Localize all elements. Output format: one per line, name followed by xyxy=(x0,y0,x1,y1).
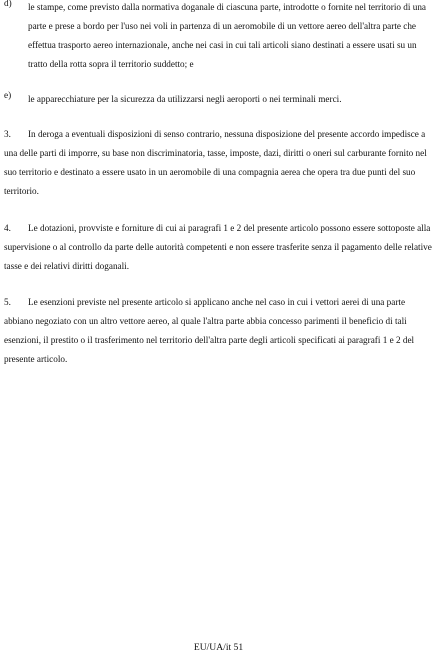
paragraph-text: In deroga a eventuali disposizioni di senso contrario, nessuna disposizione del presente accordo impedisce a una delle parti di imporre, su base non discriminatoria, tasse, imposte, dazi, diritti o oneri sul carburante fornito nel suo territorio e destinato a essere usato in un aeromobile di una compagnia aerea che opera tra due punti del suo territorio. xyxy=(4,129,427,196)
list-item-d xyxy=(4,0,434,74)
item-marker: e) xyxy=(4,90,12,100)
item-text: le apparecchiature per la sicurezza da utilizzarsi negli aeroporti o nei terminali merci. xyxy=(28,94,342,104)
item-marker: d) xyxy=(4,0,12,8)
paragraph-body xyxy=(4,293,434,369)
list-item-e xyxy=(4,90,434,109)
paragraph-text: Le esenzioni previste nel presente articolo si applicano anche nel caso in cui i vettori aerei di una parte abbiano negoziato con un altro vettore aereo, al quale l'altra parte abbia concesso parimenti il beneficio di tali esenzioni, il prestito o il trasferimento nel territorio dell'altra parte degli articoli specificati ai paragrafi 1 e 2 del presente articolo. xyxy=(4,297,415,364)
paragraph-5 xyxy=(4,293,434,369)
paragraph-number: 5. xyxy=(4,297,11,307)
item-text: le stampe, come previsto dalla normativa doganale di ciascuna parte, introdotte o fornite nel territorio di una parte e prese a bordo per l'uso nei voli in partenza di un aeromobile di un vettore aereo dell'altra parte che effettua trasporto aereo internazionale, anche nei casi in cui tali articoli siano destinati a essere usati su un tratto della rotta sopra il territorio suddetto; e xyxy=(28,2,426,69)
paragraph-text: Le dotazioni, provviste e forniture di cui ai paragrafi 1 e 2 del presente articolo possono essere sottoposte alla supervisione o al controllo da parte delle autorità competenti e non essere trasferite senza il pagamento delle relative tasse e dei relativi diritti doganali. xyxy=(4,223,432,271)
paragraph-3 xyxy=(4,125,434,201)
page-footer-reference: EU/UA/it 51 xyxy=(193,642,244,653)
paragraph-number: 4. xyxy=(4,223,11,233)
paragraph-body xyxy=(4,125,434,201)
paragraph-body xyxy=(4,219,434,276)
paragraph-number: 3. xyxy=(4,129,11,139)
paragraph-4 xyxy=(4,219,434,276)
